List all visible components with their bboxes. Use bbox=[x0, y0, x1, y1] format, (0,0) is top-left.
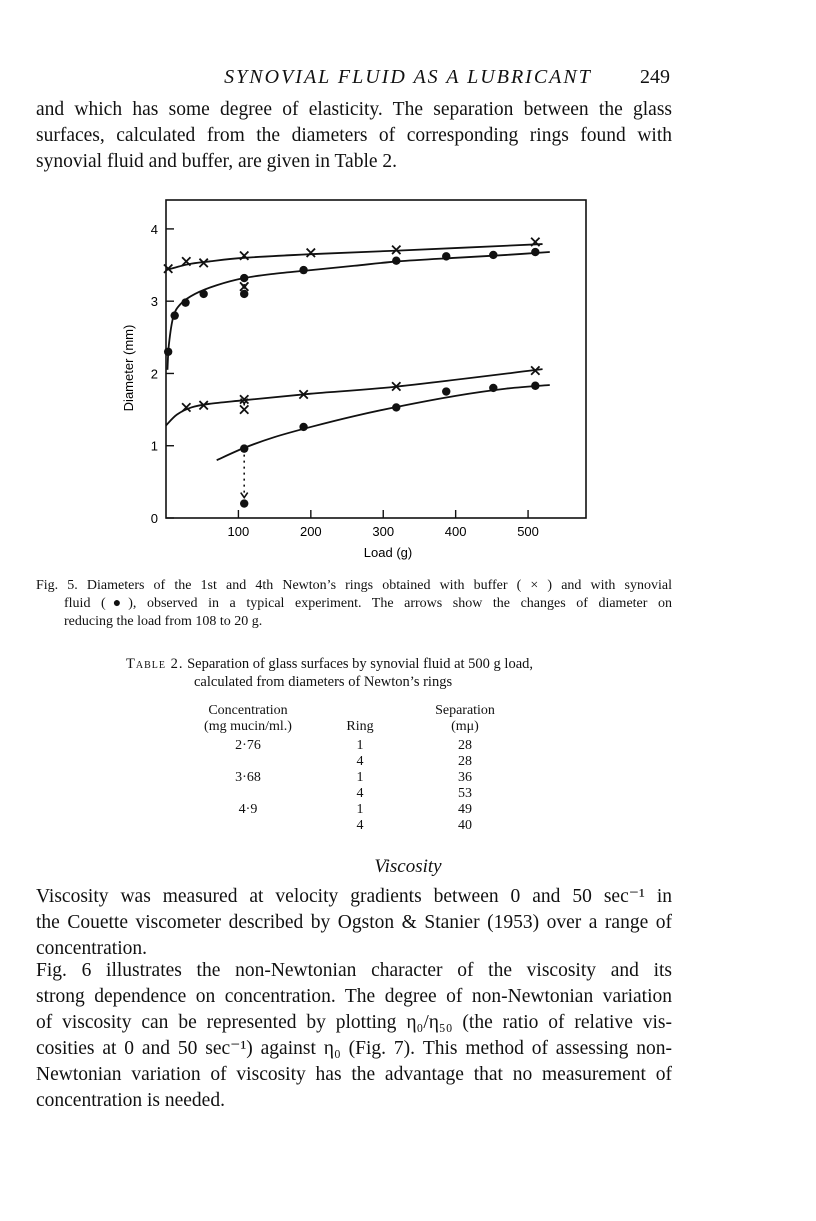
header-separation-units: (mμ) bbox=[451, 719, 479, 734]
y-axis-label: Diameter (mm) bbox=[121, 324, 136, 412]
arrow-head bbox=[241, 493, 248, 498]
data-point-dot bbox=[531, 382, 539, 390]
intro-line-3: synovial fluid and buffer, are given in Table 2. bbox=[36, 151, 398, 172]
header-ring: Ring bbox=[346, 719, 374, 734]
table-caption bbox=[126, 655, 646, 691]
intro-line-1: and which has some degree of elasticity. The separation between the glass bbox=[36, 99, 672, 120]
y-tick-label: 1 bbox=[150, 438, 158, 454]
data-point-dot bbox=[392, 403, 400, 411]
cell-ring: 4 bbox=[356, 786, 364, 801]
data-point-dot bbox=[299, 266, 307, 274]
data-point-dot bbox=[199, 290, 207, 298]
cell-ring: 1 bbox=[356, 738, 364, 753]
intro-paragraph bbox=[36, 97, 672, 175]
p3-line-2: strong dependence on concentration. The degree of non-Newtonian variation bbox=[36, 986, 672, 1007]
figure-5-chart bbox=[100, 190, 600, 570]
table-row bbox=[188, 818, 515, 834]
cell-separation: 36 bbox=[458, 770, 472, 785]
data-point-dot bbox=[442, 252, 450, 260]
viscosity-paragraph-2 bbox=[36, 958, 672, 1114]
x-tick-label: 100 bbox=[227, 524, 250, 539]
x-tick-label: 200 bbox=[299, 524, 322, 539]
cell-concentration: 4·9 bbox=[238, 802, 258, 817]
data-point-dot bbox=[489, 251, 497, 259]
table-label: Table 2. bbox=[126, 656, 184, 672]
cell-concentration: 2·76 bbox=[235, 738, 261, 753]
y-tick-label: 3 bbox=[150, 294, 158, 310]
data-point-dot bbox=[240, 274, 248, 282]
header-separation: Separation bbox=[435, 703, 495, 718]
data-point-dot bbox=[299, 423, 307, 431]
viscosity-paragraph-1 bbox=[36, 884, 672, 962]
p3-line-5: Newtonian variation of viscosity has the advantage that no measurement of bbox=[36, 1064, 672, 1085]
cell-ring: 1 bbox=[356, 802, 364, 817]
cell-ring: 4 bbox=[356, 754, 364, 769]
data-point-dot bbox=[181, 298, 189, 306]
p2-line-3: concentration. bbox=[36, 938, 147, 959]
plot-frame bbox=[166, 200, 586, 518]
cell-separation: 53 bbox=[458, 786, 472, 801]
data-point-dot bbox=[240, 444, 248, 452]
data-point-dot bbox=[392, 257, 400, 265]
data-point-dot bbox=[240, 290, 248, 298]
data-point-dot bbox=[489, 384, 497, 392]
cell-concentration: 3·68 bbox=[235, 770, 261, 785]
p3-line-1: Fig. 6 illustrates the non-Newtonian character of the viscosity and its bbox=[36, 960, 672, 981]
x-tick-label: 500 bbox=[517, 524, 539, 539]
data-point-cross bbox=[240, 282, 248, 290]
y-tick-label: 2 bbox=[150, 366, 158, 382]
header-concentration-units: (mg mucin/ml.) bbox=[204, 719, 292, 734]
table-title-line-1: Separation of glass surfaces by synovial fluid at 500 g load, bbox=[187, 656, 534, 672]
x-axis-label: Load (g) bbox=[363, 545, 413, 560]
data-point-cross bbox=[307, 249, 315, 257]
p3-line-6: concentration is needed. bbox=[36, 1090, 225, 1111]
p2-line-1: Viscosity was measured at velocity gradients between 0 and 50 sec⁻¹ in bbox=[36, 886, 672, 907]
running-header-title: SYNOVIAL FLUID AS A LUBRICANT bbox=[224, 66, 592, 88]
header-concentration: Concentration bbox=[208, 703, 288, 718]
cell-separation: 28 bbox=[458, 738, 472, 753]
data-point-dot bbox=[442, 387, 450, 395]
caption-line-1: Fig. 5. Diameters of the 1st and 4th Newton’s rings obtained with buffer ( × ) and with synovial bbox=[36, 578, 672, 593]
table-row bbox=[188, 754, 515, 770]
cell-ring: 1 bbox=[356, 770, 364, 785]
p2-line-2: the Couette viscometer described by Ogston & Stanier (1953) over a range of bbox=[36, 912, 672, 933]
data-point-dot bbox=[170, 311, 178, 319]
cell-separation: 28 bbox=[458, 754, 472, 769]
data-point-cross bbox=[240, 405, 248, 413]
cell-ring: 4 bbox=[356, 818, 364, 833]
x-tick-label: 300 bbox=[372, 524, 395, 539]
table-body bbox=[188, 738, 515, 834]
data-point-dot bbox=[164, 348, 172, 356]
table-row bbox=[188, 738, 515, 754]
cell-separation: 40 bbox=[458, 818, 472, 833]
figure-caption bbox=[36, 577, 672, 631]
intro-line-2: surfaces, calculated from the diameters of corresponding rings found with bbox=[36, 125, 672, 146]
series-line bbox=[167, 252, 549, 370]
section-heading-viscosity: Viscosity bbox=[374, 856, 442, 877]
y-tick-label: 4 bbox=[150, 221, 158, 237]
series-line bbox=[166, 369, 543, 425]
table-row bbox=[188, 770, 515, 786]
cell-separation: 49 bbox=[458, 802, 472, 817]
p3-line-4: cosities at 0 and 50 sec⁻¹) against η₀ (Fig. 7). This method of assessing non- bbox=[36, 1038, 672, 1059]
x-tick-label: 400 bbox=[444, 524, 467, 539]
caption-line-2: fluid (●), observed in a typical experiment. The arrows show the changes of diameter on bbox=[64, 596, 672, 611]
data-point-dot bbox=[531, 248, 539, 256]
table-row bbox=[188, 786, 515, 802]
page-number: 249 bbox=[640, 66, 670, 88]
table-title-line-2: calculated from diameters of Newton’s rings bbox=[194, 674, 453, 690]
p3-line-3: of viscosity can be represented by plotting η₀/η₅₀ (the ratio of relative vis- bbox=[36, 1012, 672, 1033]
y-tick-label: 0 bbox=[150, 511, 158, 526]
data-point-dot bbox=[240, 499, 248, 507]
table-row bbox=[188, 802, 515, 818]
series-line bbox=[217, 385, 550, 460]
caption-line-3: reducing the load from 108 to 20 g. bbox=[64, 614, 263, 629]
